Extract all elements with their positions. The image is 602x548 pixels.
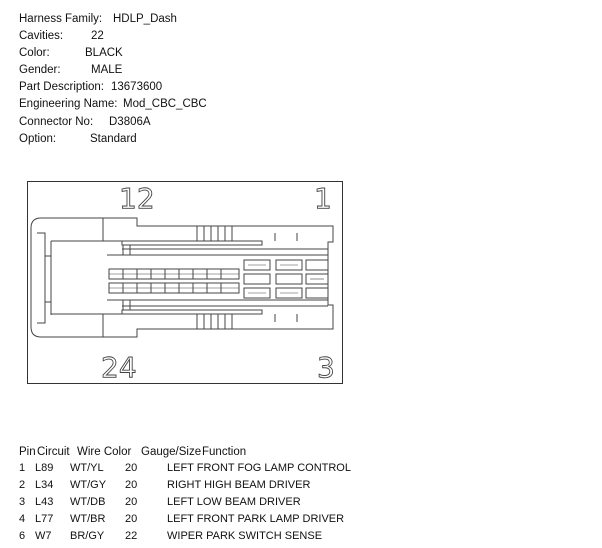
bus-strip-bottom: [122, 310, 262, 314]
field-label: Engineering Name:: [19, 98, 118, 111]
pin-label-1: 1: [314, 182, 332, 215]
cell-circuit: W7: [35, 530, 52, 542]
cell-circuit: L89: [35, 462, 54, 474]
field-label: Part Description:: [19, 81, 105, 94]
cell-pin: 3: [19, 496, 26, 508]
field-label: Cavities:: [19, 30, 64, 43]
cell-function: LEFT FRONT FOG LAMP CONTROL: [167, 462, 351, 474]
cell-wire-color: WT/BR: [70, 513, 106, 525]
field-label: Connector No:: [19, 115, 94, 128]
header-function: Function: [202, 446, 247, 458]
pin-label-24: 24: [101, 351, 137, 384]
field-value: HDLP_Dash: [113, 13, 177, 25]
cell-pin: 2: [19, 479, 26, 491]
field-value: MALE: [91, 64, 123, 77]
header-wire-color: Wire Color: [77, 446, 132, 458]
field-label: Color:: [19, 47, 50, 60]
header-circuit: Circuit: [37, 446, 70, 458]
cell-gauge: 20: [125, 513, 138, 525]
cell-gauge: 20: [125, 462, 138, 474]
field-value: D3806A: [109, 115, 151, 128]
connector-latch: [37, 233, 45, 323]
field-value: Standard: [90, 132, 137, 145]
cell-circuit: L34: [35, 479, 54, 491]
cell-pin: 6: [19, 530, 26, 542]
cell-pin: 1: [19, 462, 26, 474]
connector-body: [31, 218, 333, 337]
cavity-grid-right: [244, 260, 328, 298]
cell-function: LEFT LOW BEAM DRIVER: [167, 496, 301, 508]
cell-wire-color: WT/GY: [70, 479, 107, 491]
cell-pin: 4: [19, 513, 26, 525]
field-label: Option:: [19, 132, 57, 145]
cell-circuit: L77: [35, 513, 54, 525]
cell-function: WIPER PARK SWITCH SENSE: [167, 530, 323, 542]
latch-notch: [45, 256, 51, 302]
bus-strip-top: [122, 241, 262, 245]
cavity-grid-left: [109, 269, 239, 293]
connector-diagram-svg: [27, 181, 343, 384]
cell-gauge: 20: [125, 479, 138, 491]
field-label: Gender:: [19, 64, 61, 77]
connector-face-diagram: [27, 181, 343, 384]
cell-gauge: 22: [125, 530, 138, 542]
cell-function: RIGHT HIGH BEAM DRIVER: [167, 479, 311, 491]
field-value: BLACK: [85, 47, 123, 60]
field-value: 13673600: [111, 81, 163, 94]
pin-label-3: 3: [317, 351, 335, 384]
header-pin: Pin: [19, 446, 36, 458]
cell-wire-color: WT/YL: [70, 462, 104, 474]
field-label: Harness Family:: [19, 13, 103, 25]
cell-function: LEFT FRONT PARK LAMP DRIVER: [167, 513, 345, 525]
cell-wire-color: BR/GY: [70, 530, 105, 542]
cell-circuit: L43: [35, 496, 54, 508]
cell-wire-color: WT/DB: [70, 496, 106, 508]
cell-gauge: 20: [125, 496, 138, 508]
field-value: 22: [91, 30, 104, 43]
field-value: Mod_CBC_CBC: [123, 98, 207, 111]
header-gauge: Gauge/Size: [141, 446, 202, 458]
pin-label-12: 12: [119, 182, 155, 215]
